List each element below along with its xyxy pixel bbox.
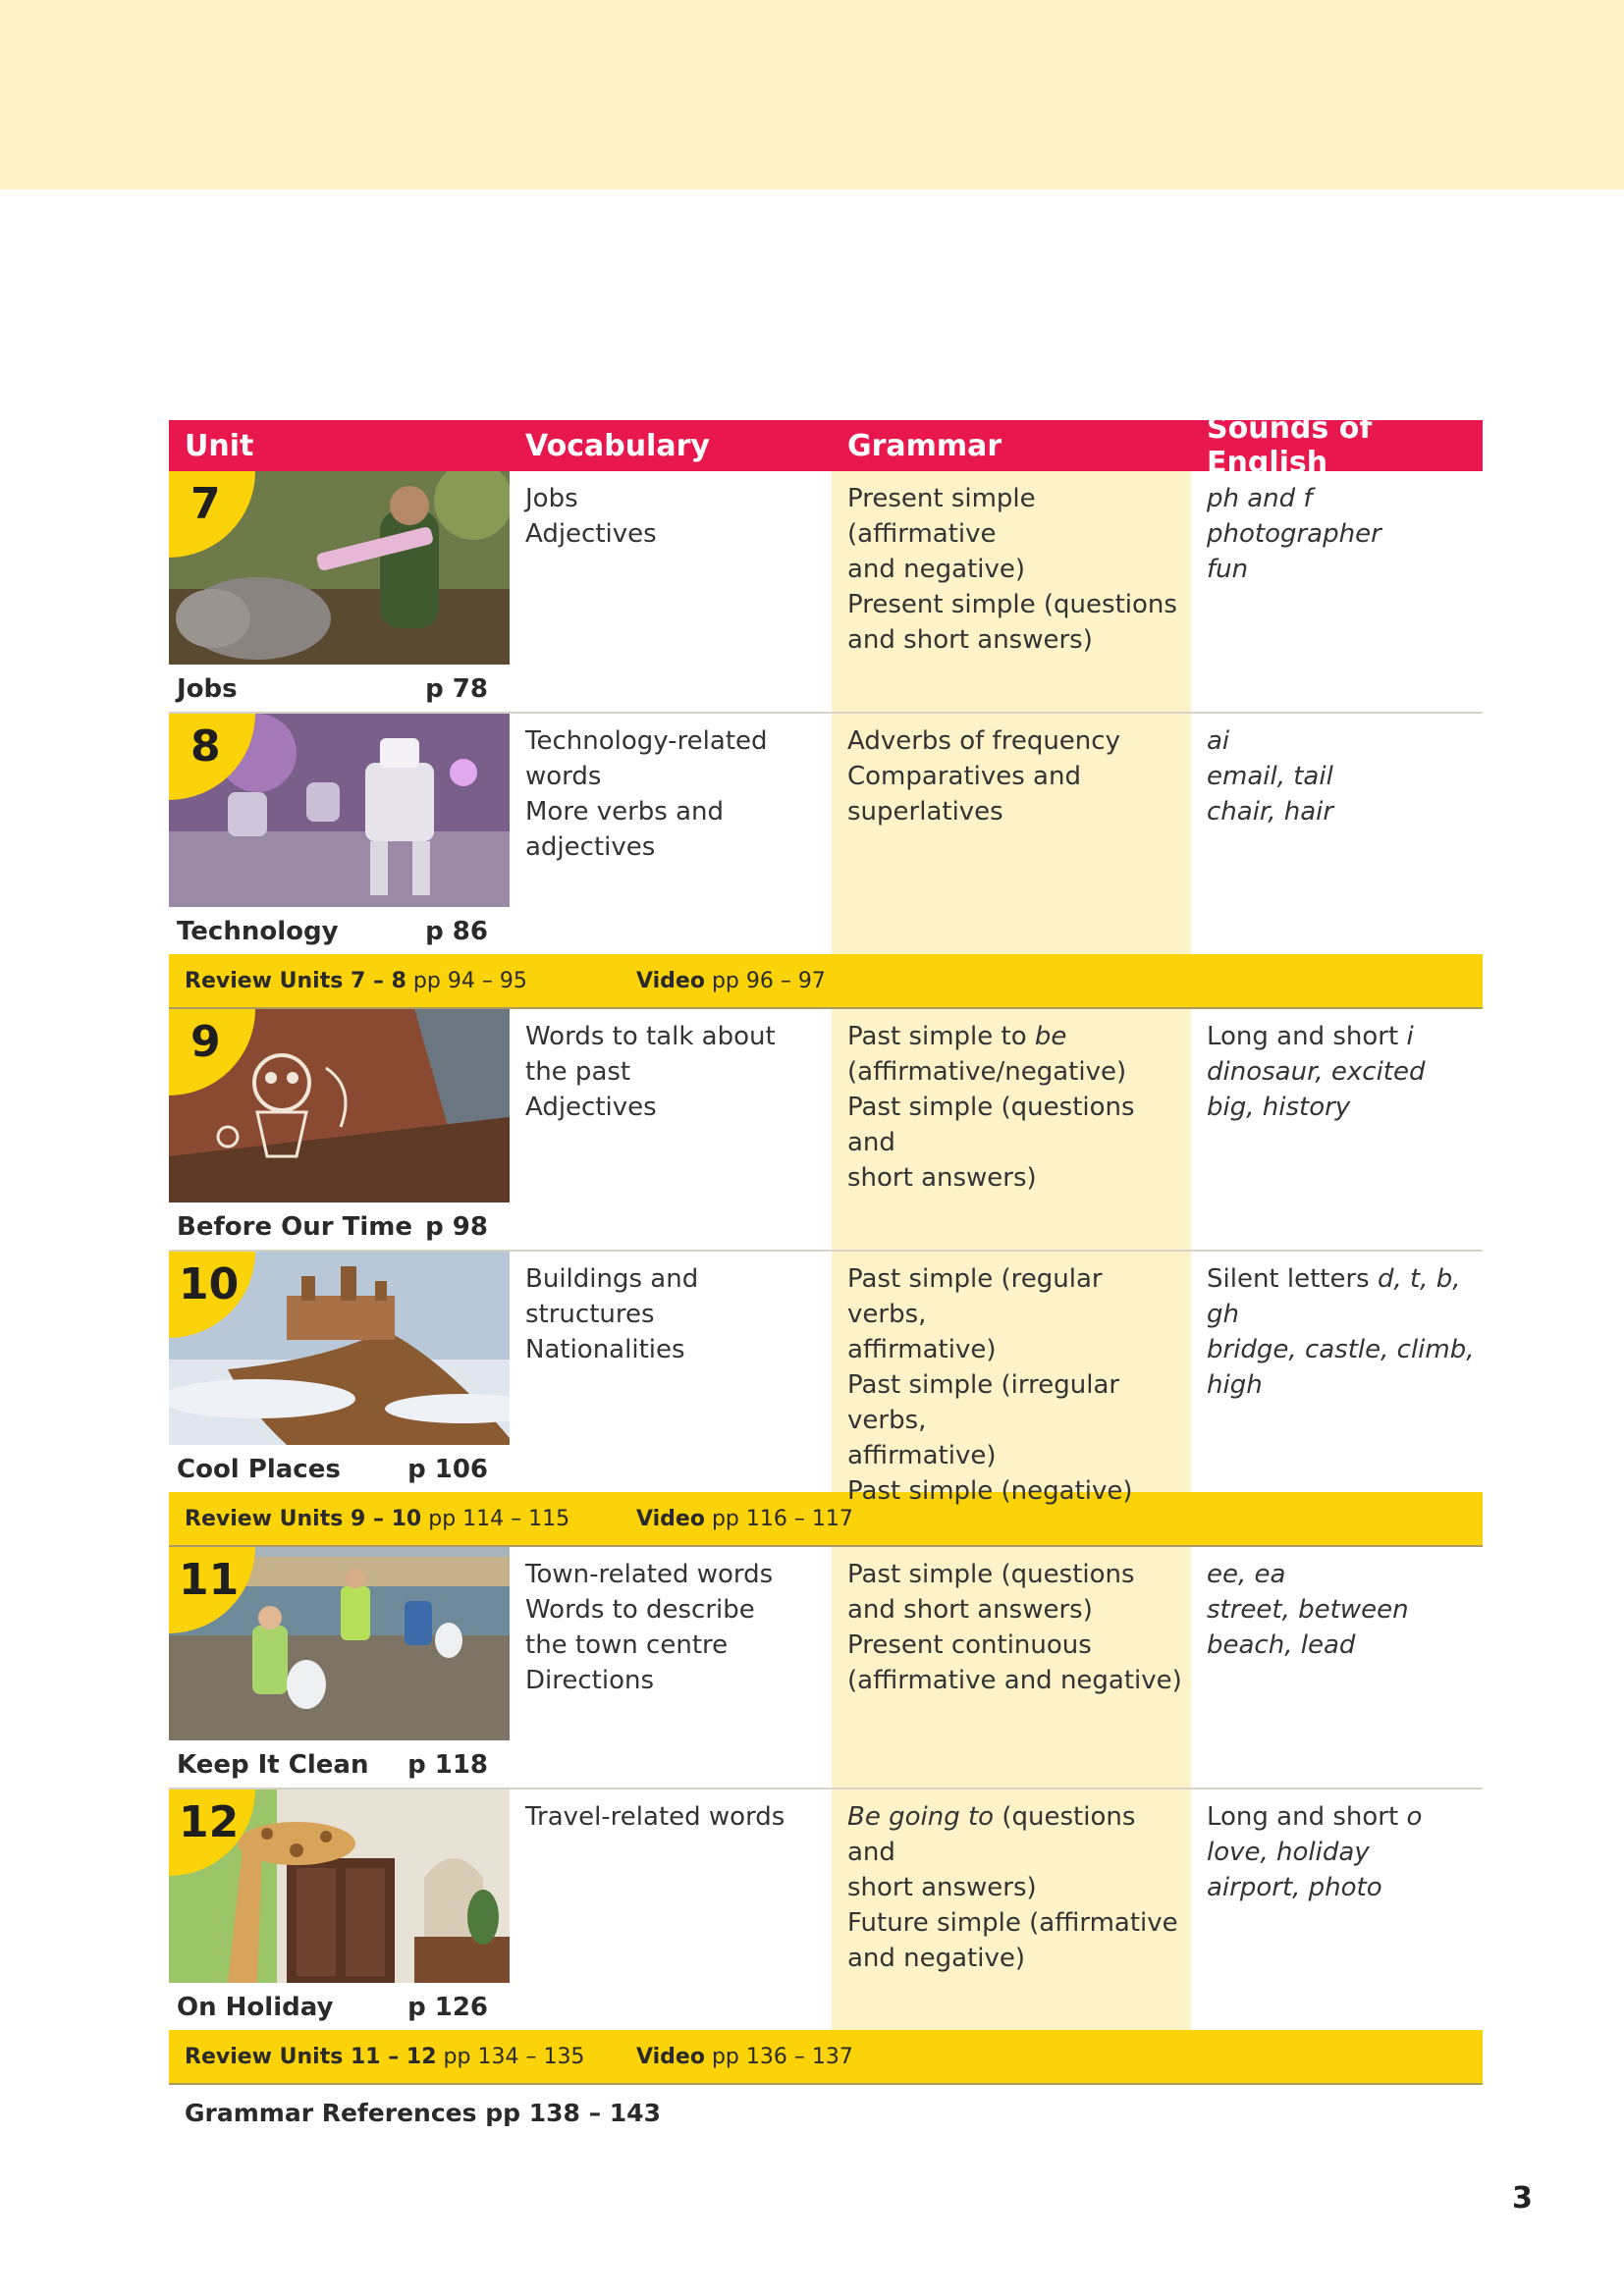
sounds-item: photographer bbox=[1207, 519, 1381, 549]
sounds-item: ph and f bbox=[1207, 484, 1313, 513]
sounds-item: high bbox=[1207, 1370, 1263, 1400]
table-header bbox=[169, 411, 1483, 480]
grammar-item: superlatives bbox=[847, 797, 1003, 827]
sounds-heading: Long and short i bbox=[1207, 1022, 1414, 1051]
vocabulary-item: Directions bbox=[525, 1666, 655, 1695]
header-grammar: Grammar bbox=[847, 428, 1002, 463]
video-label: Video pp 136 – 137 bbox=[636, 2044, 853, 2069]
grammar-item: Comparatives and bbox=[847, 762, 1081, 791]
vocabulary-item: More verbs and bbox=[525, 797, 725, 827]
vocabulary-item: adjectives bbox=[525, 832, 656, 862]
unit-title: On Holiday bbox=[177, 1993, 334, 2022]
grammar-item: Past simple (irregular verbs, bbox=[847, 1370, 1120, 1435]
grammar-item: Present continuous bbox=[847, 1630, 1092, 1660]
sounds-item: big, history bbox=[1207, 1093, 1351, 1122]
video-label: Video pp 96 – 97 bbox=[636, 968, 826, 993]
vocabulary-item: words bbox=[525, 762, 602, 791]
header-sounds: Sounds of English bbox=[1207, 411, 1373, 480]
vocabulary-item: Words to talk about bbox=[525, 1022, 776, 1051]
unit-row-8[interactable] bbox=[169, 714, 1483, 954]
unit-row-9[interactable] bbox=[169, 1009, 1483, 1252]
grammar-item: Past simple to be bbox=[847, 1022, 1067, 1051]
unit-cell bbox=[169, 1009, 510, 1250]
vocabulary-item: Adjectives bbox=[525, 1093, 657, 1122]
top-decorative-band bbox=[0, 0, 1624, 189]
grammar-item: short answers) bbox=[847, 1873, 1037, 1902]
grammar-item: short answers) bbox=[847, 1163, 1037, 1193]
sounds-item: chair, hair bbox=[1207, 797, 1334, 827]
vocabulary-item: Buildings and structures bbox=[525, 1264, 699, 1329]
unit-number: 8 bbox=[190, 721, 221, 772]
grammar-item: and negative) bbox=[847, 555, 1026, 584]
unit-cell bbox=[169, 714, 510, 954]
grammar-item: Past simple (questions bbox=[847, 1560, 1135, 1589]
vocabulary-item: the town centre bbox=[525, 1630, 729, 1660]
grammar-item: affirmative) bbox=[847, 1441, 997, 1470]
sounds-cell bbox=[1191, 1547, 1483, 1788]
header-unit: Unit bbox=[185, 428, 254, 463]
sounds-item: fun bbox=[1207, 555, 1249, 584]
sounds-cell bbox=[1191, 1009, 1483, 1250]
vocabulary-item: Jobs bbox=[525, 484, 578, 513]
vocabulary-item: Town-related words bbox=[525, 1560, 774, 1589]
table-of-contents bbox=[169, 411, 1483, 2127]
sounds-cell bbox=[1191, 1789, 1483, 2030]
grammar-item: (affirmative/negative) bbox=[847, 1057, 1127, 1087]
grammar-item: Present simple (questions bbox=[847, 590, 1177, 619]
grammar-item: and short answers) bbox=[847, 1595, 1093, 1625]
unit-page: p 126 bbox=[407, 1993, 488, 2022]
grammar-cell bbox=[832, 1789, 1191, 2030]
sounds-item: street, between bbox=[1207, 1595, 1409, 1625]
sounds-item: ai bbox=[1207, 726, 1230, 756]
vocabulary-item: Adjectives bbox=[525, 519, 657, 549]
grammar-item: Past simple (negative) bbox=[847, 1476, 1133, 1506]
vocabulary-item: Travel-related words bbox=[525, 1802, 785, 1832]
vocabulary-cell bbox=[510, 471, 832, 712]
unit-title: Jobs bbox=[177, 674, 238, 704]
sounds-item: ee, ea bbox=[1207, 1560, 1286, 1589]
grammar-cell bbox=[832, 714, 1191, 954]
unit-row-12[interactable] bbox=[169, 1789, 1483, 2030]
unit-title: Before Our Time bbox=[177, 1212, 412, 1242]
grammar-cell bbox=[832, 1547, 1191, 1788]
page-number: 3 bbox=[1512, 2181, 1533, 2216]
sounds-item: dinosaur, excited bbox=[1207, 1057, 1426, 1087]
review-bar-9-10[interactable] bbox=[169, 1492, 1483, 1547]
sounds-item: beach, lead bbox=[1207, 1630, 1356, 1660]
review-bar-7-8[interactable] bbox=[169, 954, 1483, 1009]
vocabulary-cell bbox=[510, 1252, 832, 1492]
unit-title: Keep It Clean bbox=[177, 1750, 369, 1780]
vocabulary-item: Technology-related bbox=[525, 726, 768, 756]
unit-title: Cool Places bbox=[177, 1455, 341, 1484]
unit-row-10[interactable] bbox=[169, 1252, 1483, 1506]
unit-cell bbox=[169, 1252, 510, 1492]
sounds-cell bbox=[1191, 714, 1483, 954]
header-vocabulary: Vocabulary bbox=[525, 428, 710, 463]
unit-page: p 78 bbox=[425, 674, 488, 704]
unit-number: 12 bbox=[179, 1797, 240, 1847]
unit-number: 7 bbox=[190, 479, 221, 529]
vocabulary-cell bbox=[510, 1547, 832, 1788]
grammar-item: and negative) bbox=[847, 1944, 1026, 1973]
grammar-item: Past simple (regular verbs, bbox=[847, 1264, 1103, 1329]
unit-page: p 118 bbox=[407, 1750, 488, 1780]
vocabulary-item: Words to describe bbox=[525, 1595, 755, 1625]
grammar-cell bbox=[832, 471, 1191, 712]
vocabulary-item: the past bbox=[525, 1057, 631, 1087]
unit-number: 11 bbox=[179, 1555, 240, 1605]
sounds-item: airport, photo bbox=[1207, 1873, 1382, 1902]
sounds-cell bbox=[1191, 471, 1483, 712]
sounds-heading: Long and short o bbox=[1207, 1802, 1423, 1832]
unit-page: p 98 bbox=[425, 1212, 488, 1242]
review-bar-11-12[interactable] bbox=[169, 2030, 1483, 2085]
sounds-heading: Silent letters d, t, b, gh bbox=[1207, 1264, 1461, 1329]
review-label: Review Units 7 – 8 pp 94 – 95 bbox=[185, 968, 527, 993]
vocabulary-cell bbox=[510, 1009, 832, 1250]
grammar-item: Present simple (affirmative bbox=[847, 484, 1036, 549]
vocabulary-item: Nationalities bbox=[525, 1335, 685, 1364]
unit-cell bbox=[169, 1789, 510, 2030]
unit-cell bbox=[169, 471, 510, 712]
grammar-item: Be going to (questions and bbox=[847, 1802, 1136, 1867]
sounds-cell bbox=[1191, 1252, 1483, 1492]
grammar-cell bbox=[832, 1252, 1191, 1506]
sounds-item: email, tail bbox=[1207, 762, 1333, 791]
unit-number: 9 bbox=[190, 1017, 221, 1067]
vocabulary-cell bbox=[510, 1789, 832, 2030]
grammar-item: affirmative) bbox=[847, 1335, 997, 1364]
review-label: Review Units 11 – 12 pp 134 – 135 bbox=[185, 2044, 585, 2069]
unit-number: 10 bbox=[179, 1259, 240, 1309]
sounds-item: bridge, castle, climb, bbox=[1207, 1335, 1475, 1364]
video-label: Video pp 116 – 117 bbox=[636, 1506, 853, 1531]
unit-page: p 106 bbox=[407, 1455, 488, 1484]
review-label: Review Units 9 – 10 pp 114 – 115 bbox=[185, 1506, 570, 1531]
unit-title: Technology bbox=[177, 917, 339, 946]
unit-row-7[interactable] bbox=[169, 471, 1483, 714]
grammar-item: and short answers) bbox=[847, 625, 1093, 655]
unit-cell bbox=[169, 1547, 510, 1788]
unit-page: p 86 bbox=[425, 917, 488, 946]
grammar-references-link[interactable]: Grammar References pp 138 – 143 bbox=[185, 2099, 661, 2127]
grammar-cell bbox=[832, 1009, 1191, 1250]
grammar-item: Future simple (affirmative bbox=[847, 1908, 1178, 1938]
sounds-item: love, holiday bbox=[1207, 1838, 1370, 1867]
grammar-item: Past simple (questions and bbox=[847, 1093, 1135, 1157]
vocabulary-cell bbox=[510, 714, 832, 954]
unit-row-11[interactable] bbox=[169, 1547, 1483, 1789]
grammar-item: (affirmative and negative) bbox=[847, 1666, 1182, 1695]
grammar-item: Adverbs of frequency bbox=[847, 726, 1120, 756]
